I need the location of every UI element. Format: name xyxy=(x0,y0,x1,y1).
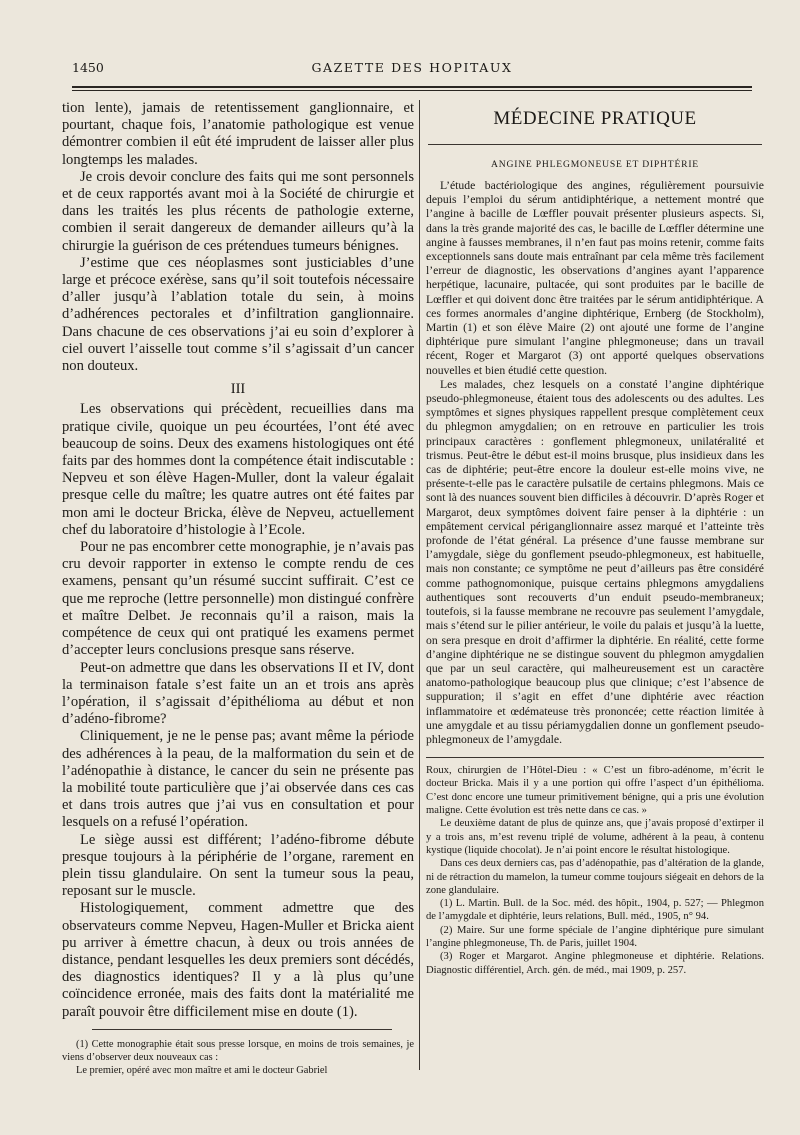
paragraph: Le siège aussi est différent; l’adéno-fibrome débute presque toujours à la périphérie de l’organe, rarement en plein tissu glandulaire. On sent la tumeur sous la peau, reposant sur le muscle. xyxy=(62,831,414,900)
footnote: Le premier, opéré avec mon maître et ami le docteur Gabriel xyxy=(76,1065,328,1077)
paragraph: Je crois devoir conclure des faits qui me sont personnels et de ceux rapportés avant moi à la Société de chirurgie et dans les traités les plus récents de pathologie externe, combien il serait dangereux de demander ailleurs qu’à la chirurgie la guérison de ces prétendues tumeurs bénignes. xyxy=(62,168,414,254)
right-column xyxy=(426,100,764,977)
article-title: ANGINE PHLEGMONEUSE ET DIPHTÉRIE xyxy=(491,159,699,170)
footnote-rule xyxy=(92,1029,392,1030)
footnote: (3) Roger et Margarot. Angine phlegmoneuse et diphtérie. Relations. Diagnostic différentiel, Arch. gén. de méd., mai 1909, p. 257. xyxy=(426,951,764,976)
paragraph: J’estime que ces néoplasmes sont justiciables d’une large et précoce exérèse, sans qu’il soit toutefois nécessaire d’aller jusqu’à l’ablation totale du sein, à moins d’adhérences pectorales et d’infiltration ganglionnaire. Dans chacune de ces observations j’ai eu soin d’explorer à ciel ouvert l’aisselle tout comme s’il s’agissait d’un cancer non douteux. xyxy=(62,254,414,375)
paragraph: Histologiquement, comment admettre que des observateurs comme Nepveu, Hagen-Muller et Bricka aient pu arriver à émettre chacun, à deux ou trois années de distance, pendant lesquelles les deux premiers sont décédés, des diagnostics identiques? Il y a là plus qu’une coïncidence erronée, mais des faits dont la matérialité me paraît pouvoir être difficilement mise en doute (1). xyxy=(62,900,414,1020)
running-title: GAZETTE DES HOPITAUX xyxy=(311,60,513,75)
paragraph: Pour ne pas encombrer cette monographie, je n’avais pas cru devoir rapporter in extenso le compte rendu de ces examens, pensant qu’un résumé succint suffirait. C’est ce que me reproche (lettre personnelle) mon distingué confrère et maître Delbet. Je reconnais qu’il a raison, mais la compétence de ceux qui ont pratiqué les examens permet d’accepter leurs conclusions presque sans réserve. xyxy=(62,539,414,659)
header-rule-thin xyxy=(72,90,752,91)
footnote: Roux, chirurgien de l’Hôtel-Dieu : « C’est un fibro-adénome, m’écrit le docteur Bricka. Mais il y a une portion qui offre l’aspect d’un épithélioma. C’est donc encore une tumeur primitivement bénigne, qui a pris une évolution maligne. Cette évolution est très nette dans ce cas. » xyxy=(426,765,764,817)
header-rule-thick xyxy=(72,86,752,88)
footnote: (2) Maire. Sur une forme spéciale de l’angine diphtérique pure simulant l’angine phlegmoneuse, Th. de Paris, juillet 1904. xyxy=(426,924,764,949)
section-rubric: MÉDECINE PRATIQUE xyxy=(493,108,697,129)
section-number: III xyxy=(230,381,246,398)
left-footnotes xyxy=(62,1038,414,1078)
footnote: Dans ces deux derniers cas, pas d’adénopathie, pas d’altération de la glande, ni de rétraction du mamelon, la tumeur comme toujours siégeait en dehors de la zone glandulaire. xyxy=(426,858,764,896)
left-column xyxy=(62,100,414,1077)
right-footnotes xyxy=(426,764,764,977)
footnote-rule xyxy=(426,757,764,758)
footnote: (1) L. Martin. Bull. de la Soc. méd. des hôpit., 1904, p. 527; — Phlegmon de l’amygdale et diphtérie, leurs relations, Bull. méd., 1905, n° 94. xyxy=(426,898,764,923)
right-main-text xyxy=(426,179,764,747)
paragraph: Cliniquement, je ne le pense pas; avant même la période des adhérences à la peau, de la malformation du sein et de l’adénopathie à distance, le cancer du sein ne présente pas la mobilité toute particulière que j’ai observée dans ces cas et dans trois autres que j’ai vus en consultation et pour lesquels on a refusé l’opération. xyxy=(62,728,414,831)
footnote: (1) Cette monographie était sous presse lorsque, en moins de trois semaines, je viens d’observer deux nouveaux cas : xyxy=(62,1038,414,1063)
column-divider xyxy=(419,100,420,1070)
page-header xyxy=(72,60,752,80)
paragraph: Peut-on admettre que dans les observations II et IV, dont la terminaison fatale s’est faite un an et trois ans après l’opération, il s’agissait d’épithélioma au début et non d’adéno-fibrome? xyxy=(62,659,414,728)
paragraph: Les observations qui précèdent, recueillies dans ma pratique civile, quoique un peu écourtées, l’ont été avec beaucoup de soins. Deux des examens histologiques ont été faits par des hommes dont la compétence était indiscutable : Nepveu et son élève Hagen-Muller, dont la valeur égalait presque celle du maître; les quatre autres ont été faites par mon ami le docteur Bricka, élève de Nepveu, actuellement chef du laboratoire d’histologie à l’Ecole. xyxy=(62,401,414,538)
paragraph: Les malades, chez lesquels on a constaté l’angine diphtérique pseudo-phlegmoneuse, étaient tous des adolescents ou des adultes. Les symptômes et signes physiques rappellent presque complètement ceux du phlegmon amygdalien; on en retrouve en particulier les trois principaux caractères : gonflement phlegmoneux, unilatéralité et trismus. Peut-être le début est-il moins brusque, plus insidieux dans les cas de diphtérie; peut-être encore la douleur est-elle moins vive, ne présente-t-elle pas le caractère pulsatile de certains phlegmons. Mais ce sont là des nuances souvent bien difficiles à découvrir. D’après Roger et Margarot, deux symptômes doivent faire penser à la diphtérie : un empâtement cervical périganglionnaire assez marqué et l’atteinte très profonde de l’état général. La présence d’une fausse membrane sur l’amygdale, siège du gonflement pseudo-phlegmoneux, est habituelle, mais non constante; ce symptôme ne peut d’ailleurs pas être considéré comme pathognomonique, puisque certains phlegmons amygdaliens authentiques sont recouverts d’un enduit pseudo-membraneux; toutefois, si la fausse membrane ne recouvre pas seulement l’amygdale, mais s’étend sur le pilier antérieur, le voile du palais et jusqu’à la luette, on sera presque en droit d’affirmer la diphtérie. En réalité, cette forme d’angine diphtérique ne se distingue souvent du phlegmon amygdalien que par un seul caractère, qui malheureusement est un caractère anatomo-pathologique beaucoup plus que clinique; c’est l’absence de suppuration; il s’agit en effet d’une diphtérie avec réaction inflammatoire et œdémateuse très prononcée; cette réaction limitée à une amygdale et au tissu périamygdalien donne un gonflement pseudo-phlegmoneux de l’amygdale. xyxy=(426,377,764,746)
footnote: Le deuxième datant de plus de quinze ans, que j’avais proposé d’extirper il y a trois ans, m’est revenu triplé de volume, adhérent à la peau, à contenu kystique (liquide chocolat). Je n’ai point encore le résultat histologique. xyxy=(426,818,764,856)
page-number: 1450 xyxy=(72,60,104,75)
paragraph: tion lente), jamais de retentissement ganglionnaire, et pourtant, chaque fois, l’anatomie pathologique est venue démontrer combien il eût été imprudent de laisser aller plus longtemps les malades. xyxy=(62,100,414,168)
rubric-rule xyxy=(428,144,762,145)
left-main-text xyxy=(62,100,414,1021)
paragraph: L’étude bactériologique des angines, régulièrement poursuivie depuis l’emploi du sérum antidiphtérique, a nettement montré que l’angine à bacille de Lœffler pouvait présenter plusieurs aspects. Si, dans la très grande majorité des cas, le bacille de Lœffler détermine une angine à fausses membranes, il n’en faut pas moins retenir, comme faits exceptionnels sans doute mais entraînant par cela même très facilement l’erreur de diagnostic, les observations d’angines ayant l’apparence herpétique, lacunaire, pultacée, qui sont produites par le bacille de Lœffler et qui doivent donc être traitées par le sérum antidiphtérique. A ces formes anormales d’angine diphtérique, Ernberg (de Stockholm), Martin (1) et son élève Maire (2) ont ajouté une forme de l’angine diphtérique pure simulant l’angine phlegmoneuse; dans un travail récent, Roger et Margarot (3) ont apporté quelques observations nouvelles et bien étudié cette question. xyxy=(426,179,764,377)
